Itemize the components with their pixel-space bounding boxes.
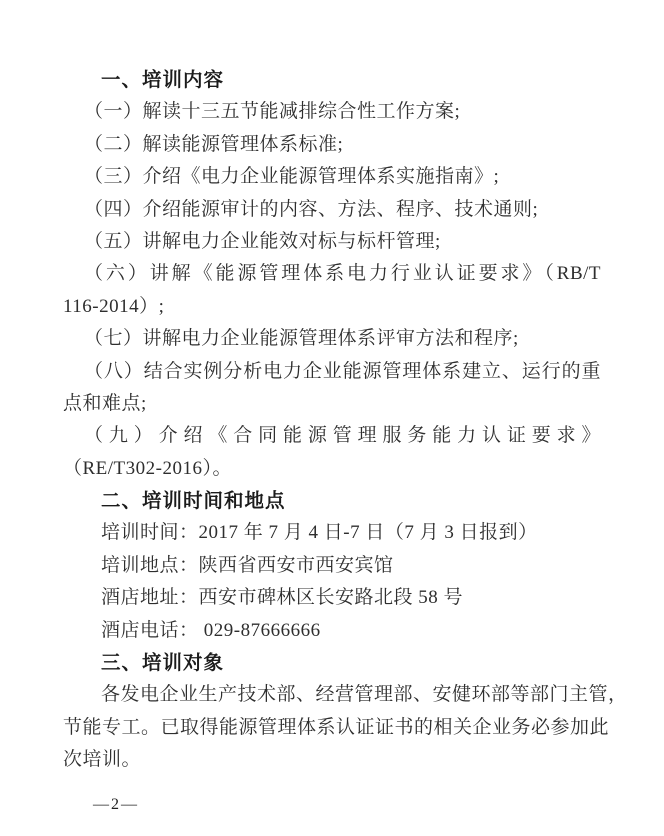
text-line: （三）介绍《电力企业能源管理体系实施指南》; bbox=[84, 166, 500, 188]
text-line: 酒店地址：西安市碑林区长安路北段 58 号 bbox=[101, 587, 464, 609]
text-line: （六）讲解《能源管理体系电力行业认证要求》（RB/T bbox=[84, 263, 601, 285]
text-lines bbox=[63, 64, 628, 777]
section-heading: 二、培训时间和地点 bbox=[101, 490, 286, 513]
section-heading: 三、培训对象 bbox=[101, 652, 225, 675]
text-line: （二）解读能源管理体系标准; bbox=[84, 133, 344, 155]
text-line: 点和难点; bbox=[63, 392, 147, 414]
text-line: （RE/T302-2016）。 bbox=[63, 457, 232, 479]
text-line: （八）结合实例分析电力企业能源管理体系建立、运行的重 bbox=[84, 360, 601, 382]
text-line: 次培训。 bbox=[63, 749, 142, 771]
text-line: （九）介绍《合同能源管理服务能力认证要求》 bbox=[84, 425, 601, 447]
text-line: 各发电企业生产技术部、经营管理部、安健环部等部门主管， bbox=[101, 684, 628, 706]
text-line: （七）讲解电力企业能源管理体系评审方法和程序; bbox=[84, 328, 519, 350]
text-line: 116-2014）; bbox=[63, 295, 165, 317]
text-line: 培训时间：2017 年 7 月 4 日-7 日（7 月 3 日报到） bbox=[101, 522, 538, 544]
text-line: 培训地点：陕西省西安市西安宾馆 bbox=[101, 554, 394, 576]
text-line: （一）解读十三五节能减排综合性工作方案; bbox=[84, 101, 461, 123]
text-line: （四）介绍能源审计的内容、方法、程序、技术通则; bbox=[84, 198, 539, 220]
section-heading: 一、培训内容 bbox=[101, 69, 225, 91]
text-line: 节能专工。已取得能源管理体系认证证书的相关企业务必参加此 bbox=[63, 716, 610, 738]
page-number: —2— bbox=[93, 795, 139, 813]
text-line: （五）讲解电力企业能效对标与标杆管理; bbox=[84, 230, 441, 252]
text-line: 酒店电话： 029-87666666 bbox=[101, 619, 321, 641]
